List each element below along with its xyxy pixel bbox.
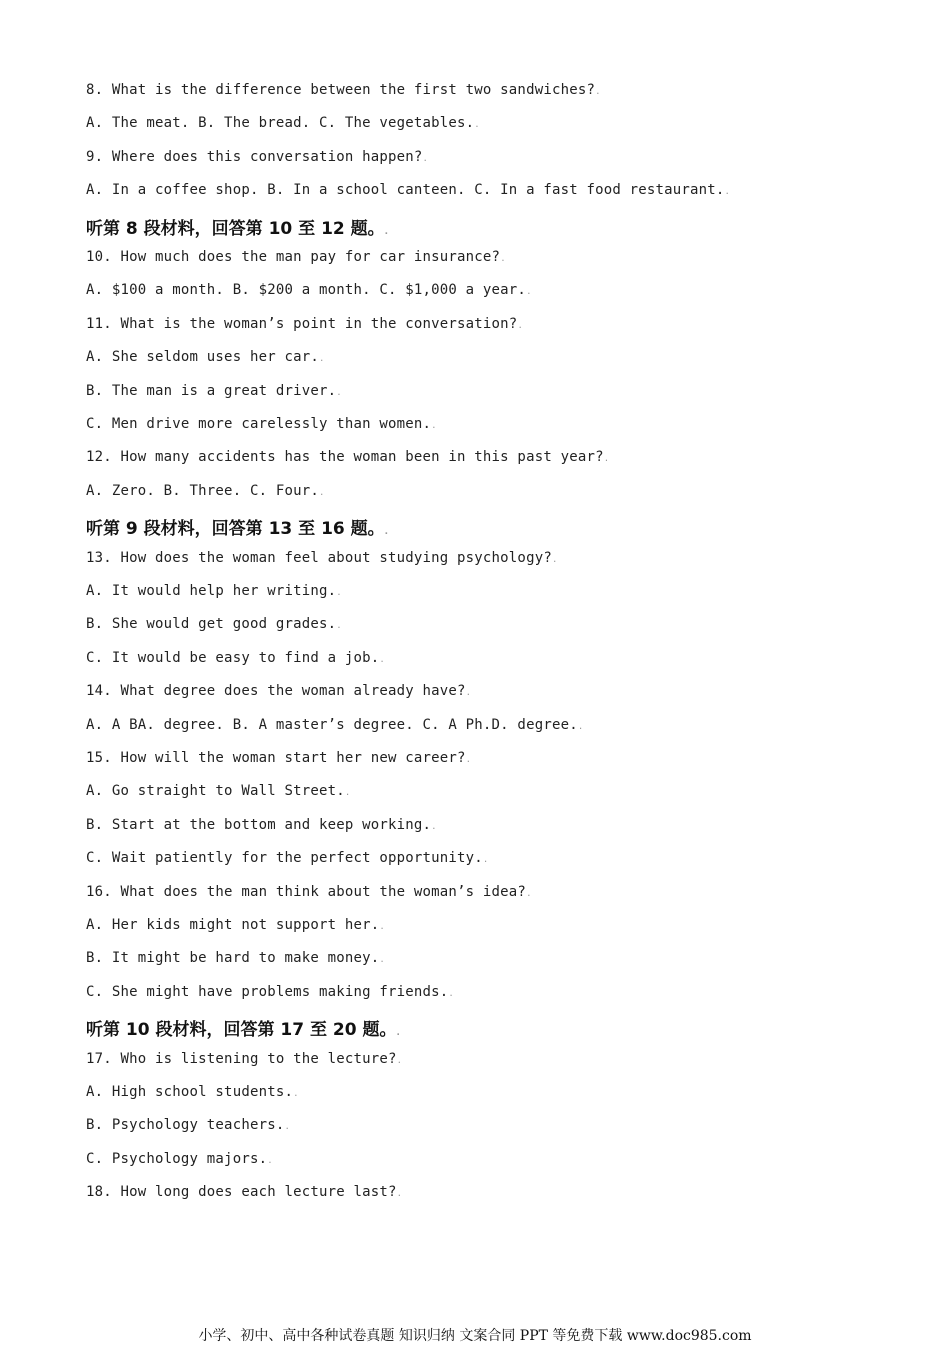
paragraph-mark: . <box>422 153 429 164</box>
line-text: 18. How long does each lecture last? <box>86 1184 397 1201</box>
option-line <box>86 1084 299 1100</box>
paragraph-mark: . <box>379 955 386 966</box>
paragraph-mark: . <box>465 688 472 699</box>
line-text: 听第 9 段材料，回答第 13 至 16 题。 <box>86 519 385 540</box>
line-text: 听第 8 段材料，回答第 10 至 12 题。 <box>86 218 385 239</box>
paragraph-mark: . <box>384 226 389 237</box>
paragraph-mark: . <box>500 254 506 264</box>
line-text: A. She seldom uses her car. <box>86 349 319 366</box>
question-line <box>86 550 558 566</box>
section-heading <box>86 1015 400 1040</box>
question-line <box>86 884 532 900</box>
question-line <box>86 316 523 332</box>
line-text: 12. How many accidents has the woman been in this past year? <box>86 449 604 466</box>
line-text: A. A BA. degree. B. A master’s degree. C. A Ph.D. degree. <box>86 716 578 733</box>
option-line <box>86 383 342 399</box>
option-line <box>86 1151 273 1167</box>
question-line <box>86 82 601 98</box>
line-text: A. It would help her writing. <box>86 583 337 599</box>
paragraph-mark: . <box>344 788 351 799</box>
line-text: 11. What is the woman’s point in the conversation? <box>86 315 518 332</box>
question-line <box>86 449 609 465</box>
line-text: 15. How will the woman start her new career? <box>86 750 466 766</box>
footer-watermark: 小学、初中、高中各种试卷真题 知识归纳 文案合同 PPT 等免费下载 www.doc985.com <box>198 1328 752 1344</box>
paragraph-mark: . <box>384 527 389 538</box>
paragraph-mark: . <box>431 421 437 431</box>
paragraph-mark: . <box>396 1055 403 1066</box>
paragraph-mark: . <box>603 454 610 465</box>
option-line <box>86 950 385 966</box>
paragraph-mark: . <box>595 87 601 97</box>
line-text: A. Go straight to Wall Street. <box>86 783 345 800</box>
paragraph-mark: . <box>318 354 325 365</box>
paragraph-mark: . <box>577 721 584 732</box>
paragraph-mark: . <box>551 554 558 565</box>
option-line <box>86 182 730 198</box>
line-text: C. She might have problems making friends. <box>86 983 449 1000</box>
option-line <box>86 349 325 365</box>
paragraph-mark: . <box>431 821 437 832</box>
line-text: 9. Where does this conversation happen? <box>86 148 423 165</box>
line-text: 13. How does the woman feel about studying psychology? <box>86 549 552 566</box>
paragraph-mark: . <box>267 1155 273 1166</box>
option-line <box>86 1117 290 1133</box>
paragraph-mark: . <box>482 855 489 866</box>
paragraph-mark: . <box>474 120 480 131</box>
paragraph-mark: . <box>526 287 532 298</box>
option-line <box>86 984 454 1000</box>
option-line <box>86 850 489 866</box>
line-text: B. She would get good grades. <box>86 616 337 633</box>
question-line <box>86 1051 402 1067</box>
line-text: C. It would be easy to find a job. <box>86 649 380 666</box>
option-line <box>86 583 342 599</box>
option-line <box>86 783 351 799</box>
line-text: 14. What degree does the woman already have? <box>86 683 466 700</box>
option-line <box>86 817 437 833</box>
paragraph-mark: . <box>724 187 731 198</box>
paragraph-mark: . <box>336 387 342 398</box>
line-text: A. Her kids might not support her. <box>86 917 380 933</box>
paragraph-mark: . <box>284 1122 291 1133</box>
paragraph-mark: . <box>465 755 472 765</box>
paragraph-mark: . <box>526 888 532 899</box>
option-line <box>86 416 437 432</box>
line-text: C. Men drive more carelessly than women. <box>86 416 432 432</box>
line-text: A. The meat. B. The bread. C. The vegetables. <box>86 115 475 132</box>
section-heading <box>86 514 388 539</box>
line-text: 17. Who is listening to the lecture? <box>86 1050 397 1067</box>
paragraph-mark: . <box>448 988 455 999</box>
line-text: A. In a coffee shop. B. In a school canteen. C. In a fast food restaurant. <box>86 182 725 199</box>
paragraph-mark: . <box>318 487 325 498</box>
line-text: A. High school students. <box>86 1084 294 1100</box>
line-text: B. Psychology teachers. <box>86 1117 285 1134</box>
option-line <box>86 115 480 131</box>
line-text: B. It might be hard to make money. <box>86 950 380 967</box>
section-heading <box>86 214 388 239</box>
line-text: 8. What is the difference between the first two sandwiches? <box>86 82 596 98</box>
option-line <box>86 483 325 499</box>
paragraph-mark: . <box>396 1028 400 1039</box>
option-line <box>86 717 583 733</box>
line-text: B. The man is a great driver. <box>86 382 337 399</box>
question-line <box>86 1184 402 1200</box>
question-line <box>86 683 471 699</box>
paragraph-mark: . <box>336 621 342 632</box>
line-text: C. Wait patiently for the perfect opportunity. <box>86 850 483 867</box>
option-line <box>86 917 385 933</box>
line-text: A. $100 a month. B. $200 a month. C. $1,000 a year. <box>86 282 527 299</box>
paragraph-mark: . <box>293 1089 299 1099</box>
question-line <box>86 149 428 165</box>
line-text: A. Zero. B. Three. C. Four. <box>86 482 319 499</box>
paragraph-mark: . <box>396 1189 403 1200</box>
paragraph-mark: . <box>336 588 342 598</box>
line-text: B. Start at the bottom and keep working. <box>86 816 432 833</box>
line-text: C. Psychology majors. <box>86 1150 268 1167</box>
option-line <box>86 282 532 298</box>
paragraph-mark: . <box>517 320 524 331</box>
line-text: 16. What does the man think about the woman’s idea? <box>86 883 527 900</box>
line-text: 听第 10 段材料，回答第 17 至 20 题。 <box>86 1020 397 1041</box>
option-line <box>86 650 385 666</box>
question-line <box>86 249 506 265</box>
option-line <box>86 616 342 632</box>
paragraph-mark: . <box>379 922 386 932</box>
paragraph-mark: . <box>379 654 386 665</box>
line-text: 10. How much does the man pay for car insurance? <box>86 249 501 265</box>
question-line <box>86 750 471 766</box>
